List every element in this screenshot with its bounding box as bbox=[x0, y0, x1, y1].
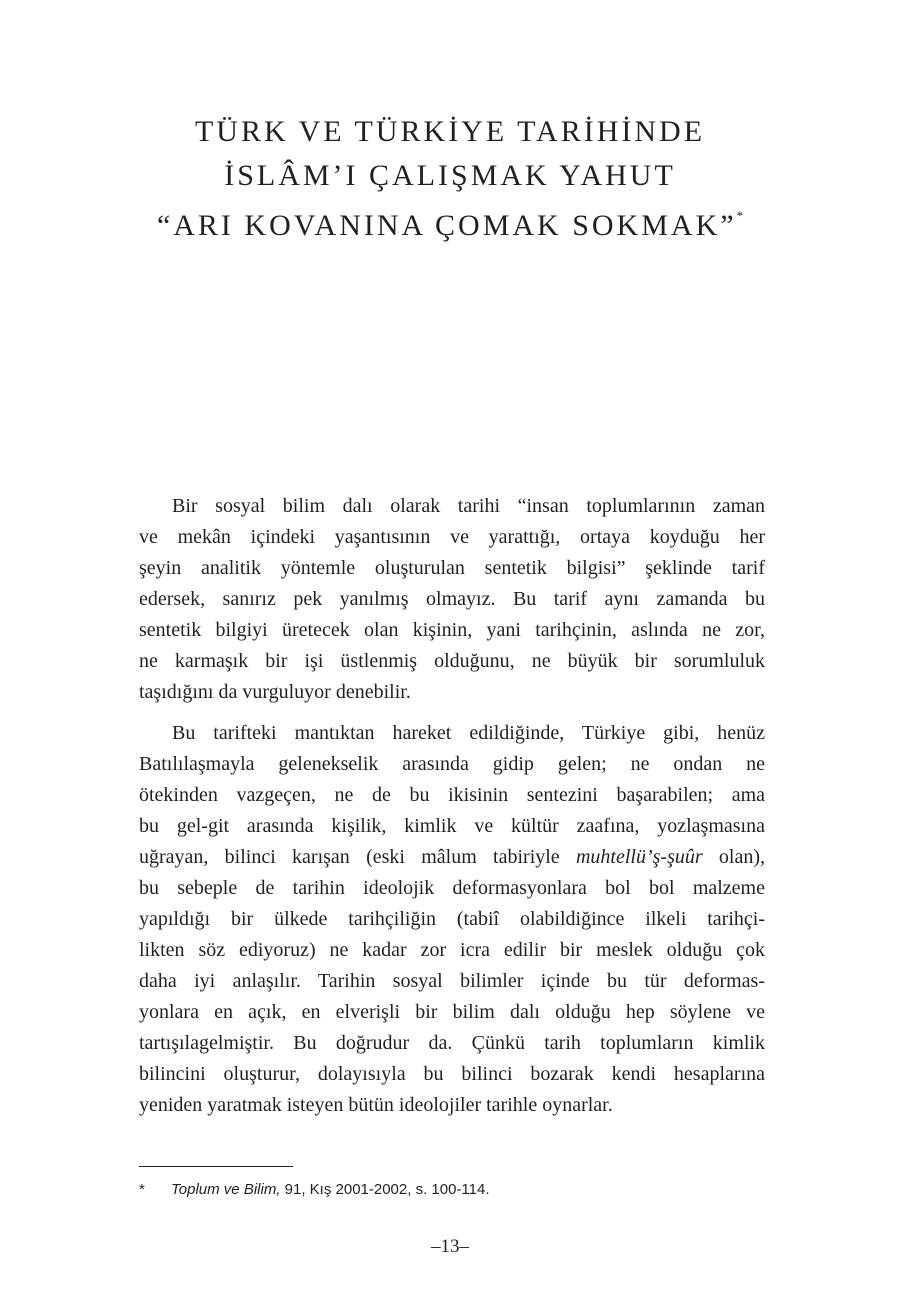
chapter-title-line-3-text: “ARI KOVANINA ÇOMAK SOKMAK” bbox=[156, 209, 737, 242]
paragraph-2-line: bilincini oluşturur, dolayısıyla bu bilinci bozarak kendi hesaplarına bbox=[139, 1063, 765, 1085]
paragraph-1-line: ve mekân içindeki yaşantısının ve yarattığı, ortaya koyduğu her bbox=[139, 526, 765, 548]
paragraph-2-line: tartışılagelmiştir. Bu doğrudur da. Çünkü tarih toplumların kimlik bbox=[139, 1032, 765, 1054]
paragraph-2-line: Bu tarifteki mantıktan hareket edildiğinde, Türkiye gibi, henüz bbox=[172, 722, 765, 744]
chapter-title-line-1: TÜRK VE TÜRKİYE TARİHİNDE bbox=[194, 115, 706, 148]
paragraph-1-line: sentetik bilgiyi üretecek olan kişinin, yani tarihçinin, aslında ne zor, bbox=[139, 619, 765, 641]
footnote-source-title: Toplum ve Bilim, bbox=[171, 1181, 281, 1198]
paragraph-1-line: ne karmaşık bir işi üstlenmiş olduğunu, ne büyük bir sorumluluk bbox=[139, 650, 765, 672]
paragraph-1-line: taşıdığını da vurguluyor denebilir. bbox=[139, 681, 411, 703]
paragraph-2-line: Batılılaşmayla gelenekselik arasında gidip gelen; ne ondan ne bbox=[139, 753, 765, 775]
paragraph-2-line-5-start: uğrayan, bilinci karışan (eski mâlum tabiriyle bbox=[139, 846, 576, 868]
footnote-divider bbox=[139, 1166, 293, 1167]
chapter-title-line-2: İSLÂM’I ÇALIŞMAK YAHUT bbox=[224, 159, 676, 192]
footnote-mark: * bbox=[139, 1181, 145, 1198]
italic-term: muhtellü’ş-şuûr bbox=[575, 846, 703, 868]
paragraph-1-line: Bir sosyal bilim dalı olarak tarihi “insan toplumlarının zaman bbox=[172, 495, 765, 517]
paragraph-1-line: şeyin analitik yöntemle oluşturulan sentetik bilgisi” şeklinde tarif bbox=[139, 557, 765, 579]
paragraph-2-line: yonlara en açık, en elverişli bir bilim dalı olduğu hep söylene ve bbox=[139, 1001, 765, 1023]
paragraph-2-line: bu sebeple de tarihin ideolojik deformasyonlara bol bol malzeme bbox=[139, 877, 765, 899]
title-footnote-mark[interactable]: * bbox=[736, 208, 744, 223]
body-text bbox=[139, 491, 765, 1131]
chapter-title-line-3 bbox=[0, 198, 900, 248]
paragraph-2-line: daha iyi anlaşılır. Tarihin sosyal bilimler içinde bu tür deformas- bbox=[139, 970, 765, 992]
paragraph-2-line-5-end: olan), bbox=[702, 846, 766, 868]
paragraph-2 bbox=[139, 718, 765, 1121]
paragraph-1 bbox=[139, 491, 765, 708]
paragraph-2-line: likten söz ediyoruz) ne kadar zor icra edilir bir meslek olduğu çok bbox=[139, 939, 765, 961]
paragraph-2-line: ötekinden vazgeçen, ne de bu ikisinin sentezini başarabilen; ama bbox=[139, 784, 765, 806]
footnote-source-details: 91, Kış 2001-2002, s. 100-114. bbox=[280, 1181, 490, 1198]
paragraph-2-line bbox=[139, 842, 765, 873]
paragraph-2-line: yapıldığı bir ülkede tarihçiliğin (tabiî olabildiğince ilkeli tarihçi- bbox=[139, 908, 765, 930]
page-number: –13– bbox=[431, 1236, 469, 1257]
footnote bbox=[139, 1180, 759, 1200]
paragraph-1-line: edersek, sanırız pek yanılmış olmayız. Bu tarif aynı zamanda bu bbox=[139, 588, 765, 610]
paragraph-2-line: yeniden yaratmak isteyen bütün ideolojiler tarihle oynarlar. bbox=[139, 1094, 613, 1116]
paragraph-2-line: bu gel-git arasında kişilik, kimlik ve kültür zaafına, yozlaşmasına bbox=[139, 815, 765, 837]
chapter-title bbox=[0, 110, 900, 248]
